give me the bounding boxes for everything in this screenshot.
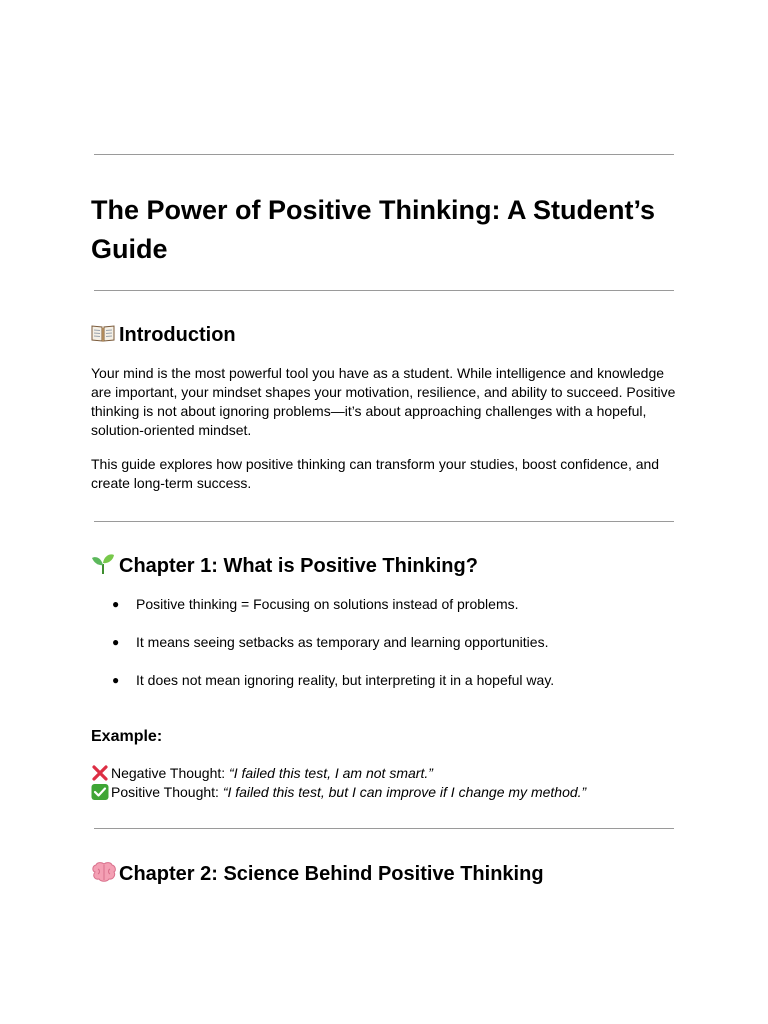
chapter2-heading-text: Chapter 2: Science Behind Positive Thinking: [119, 863, 544, 885]
positive-thought-label: Positive Thought:: [111, 784, 219, 800]
chapter1-heading-text: Chapter 1: What is Positive Thinking?: [119, 555, 478, 577]
seedling-icon: [91, 551, 119, 579]
bullet-icon: ●: [112, 673, 120, 687]
list-item-text: Positive thinking = Focusing on solutions instead of problems.: [136, 596, 519, 612]
intro-paragraph-2: This guide explores how positive thinking can transform your studies, boost confidence, and create long-term success.: [91, 456, 660, 491]
negative-thought-quote: “I failed this test, I am not smart.”: [229, 765, 433, 781]
negative-thought-line: [91, 764, 433, 783]
green-check-icon: [91, 784, 109, 800]
positive-thought-quote: “I failed this test, but I can improve if I change my method.”: [222, 784, 587, 800]
list-item: [91, 632, 691, 670]
brain-icon: [91, 859, 119, 887]
intro-paragraph-1: Your mind is the most powerful tool you have as a student. While intelligence and knowledge are important, your mindset shapes your motivation, resilience, and ability to succeed. Positive thinking is not about ignoring problems—it’s about approaching challenges with a hopeful, solution-oriented mindset.: [91, 365, 676, 438]
positive-thought-line: [91, 783, 586, 802]
document-title: The Power of Positive Thinking: A Student’s Guide: [91, 195, 656, 264]
open-book-icon: [91, 320, 119, 348]
bullet-icon: ●: [112, 635, 120, 649]
introduction-heading-text: Introduction: [119, 324, 236, 346]
list-item: [91, 670, 691, 708]
list-item: [91, 594, 691, 632]
horizontal-rule: [94, 828, 674, 829]
horizontal-rule: [94, 521, 674, 522]
red-cross-icon: [91, 765, 109, 781]
horizontal-rule: [94, 154, 674, 155]
example-label: Example:: [91, 728, 163, 745]
introduction-heading: [91, 320, 236, 349]
list-item-text: It does not mean ignoring reality, but interpreting it in a hopeful way.: [136, 672, 555, 688]
chapter1-bullet-list: [91, 594, 691, 708]
chapter2-heading: [91, 859, 544, 888]
list-item-text: It means seeing setbacks as temporary and learning opportunities.: [136, 634, 549, 650]
bullet-icon: ●: [112, 597, 120, 611]
negative-thought-label: Negative Thought:: [111, 765, 226, 781]
horizontal-rule: [94, 290, 674, 291]
chapter1-heading: [91, 551, 478, 580]
